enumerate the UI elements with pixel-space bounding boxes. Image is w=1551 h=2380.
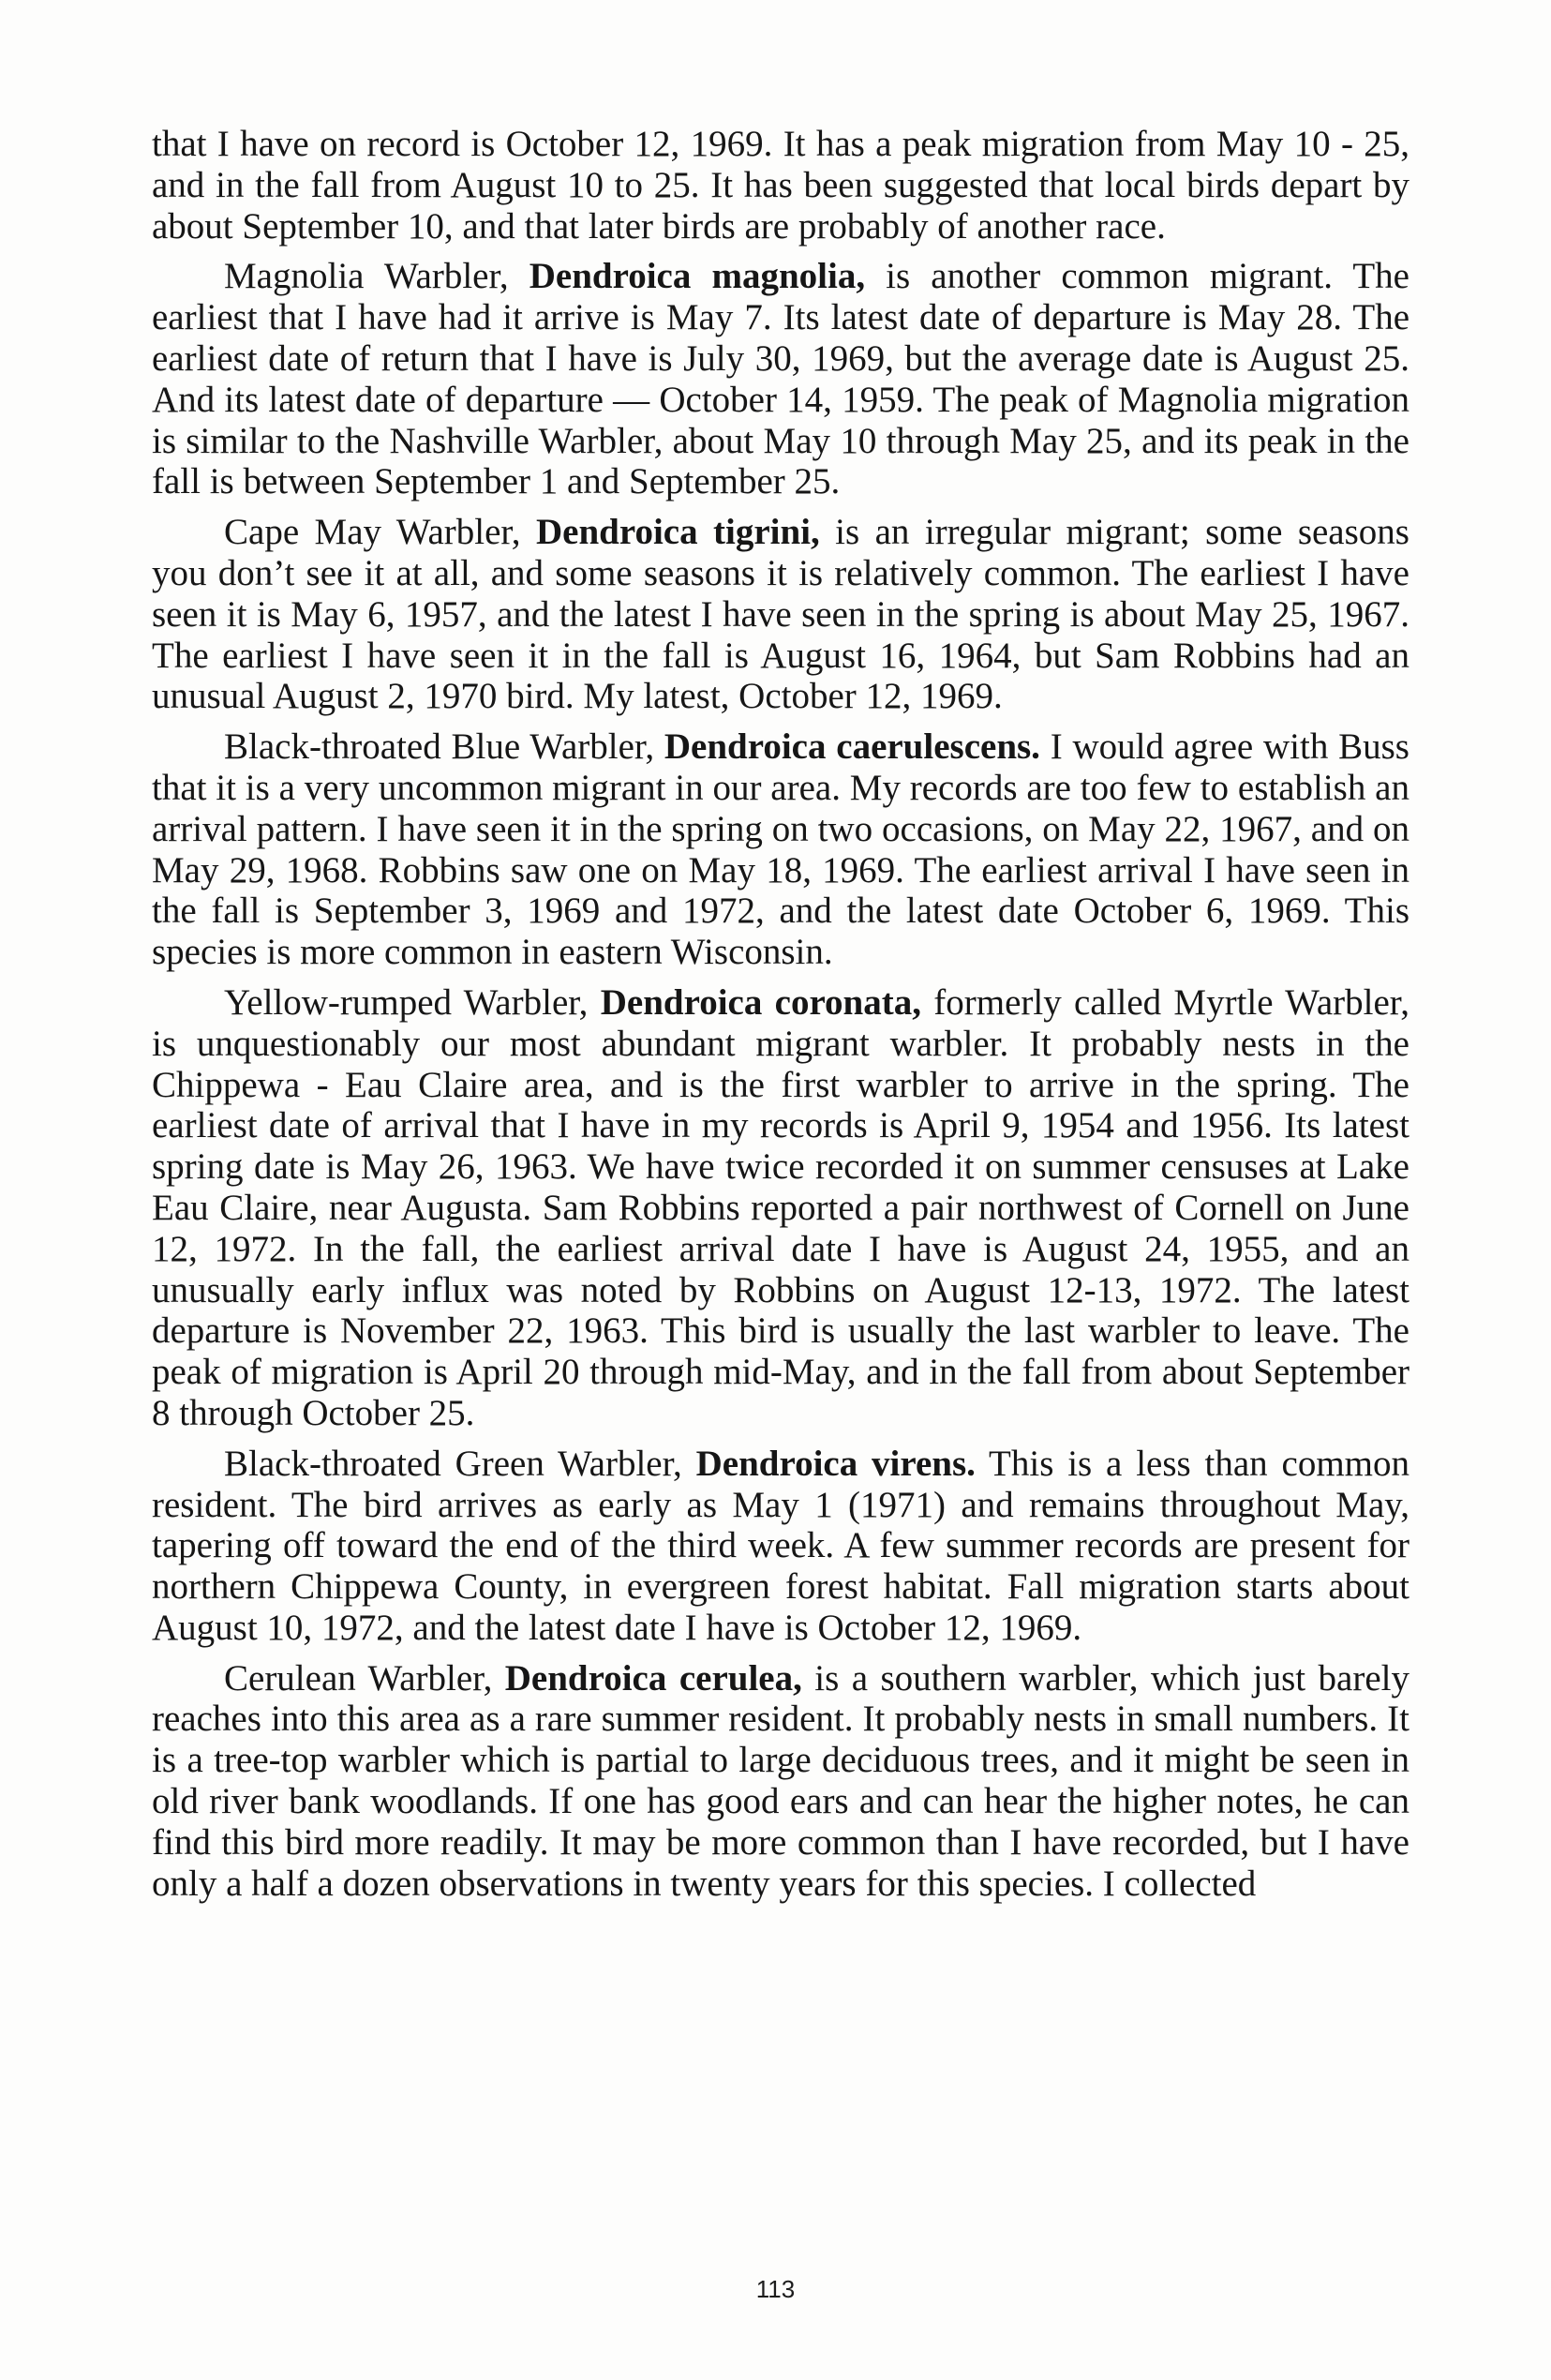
common-name-text: Black-throated Green Warbler, [224,1443,696,1484]
paragraph-text: that I have on record is October 12, 1969. It has a peak migration from May 10 - 25, and in the fall from August 10 to 25. It has been suggested that local birds depart by about September 10, and that later birds are probably of another race. [152,124,1409,247]
paragraph-black-throated-green-warbler [152,1444,1409,1649]
paragraph-text: is a southern warbler, which just barely reaches into this area as a rare summer resident. It probably nests in small numbers. It is a tree-top warbler which is partial to large deciduous trees, and it might be seen in old river bank woodlands. If one has good ears and can hear the higher notes, he can find this bird more readily. It may be more common than I have recorded, but I have only a half a dozen observations in twenty years for this species. I collected [152,1657,1409,1904]
scientific-name: Dendroica cerulea, [504,1657,802,1699]
paragraph-nashville-continued [152,124,1409,247]
common-name-text: Cape May Warbler, [224,512,536,553]
scientific-name: Dendroica caerulescens. [664,726,1040,768]
scientific-name: Dendroica magnolia, [529,256,866,297]
paragraph-yellow-rumped-warbler [152,982,1409,1434]
common-name-text: Cerulean Warbler, [224,1657,505,1699]
scientific-name: Dendroica tigrini, [535,512,820,553]
paragraph-text: is another common migrant. The earliest that I have had it arrive is May 7. Its latest date of departure is May 28. The earliest date of return that I have is July 30, 1969, but the average date is August 25. And its latest date of departure — October 14, 1959. The peak of Magnolia migration is similar to the Nashville Warbler, about May 10 through May 25, and its peak in the fall is between September 1 and September 25. [152,256,1409,502]
common-name-text: Yellow-rumped Warbler, [224,981,601,1023]
paragraph-cape-may-warbler [152,512,1409,717]
paragraph-text: This is a less than common resident. The bird arrives as early as May 1 (1971) and remains throughout May, tapering off toward the end of the third week. A few summer records are present for northern Chippewa County, in evergreen forest habitat. Fall migration starts about August 10, 1972, and the latest date I have is October 12, 1969. [152,1443,1409,1648]
paragraph-text: formerly called Myrtle Warbler, is unquestionably our most abundant migrant warbler. It probably nests in the Chippewa - Eau Claire area, and is the first warbler to arrive in the spring. The earliest date of arrival that I have in my records is April 9, 1954 and 1956. Its latest spring date is May 26, 1963. We have twice recorded it on summer censuses at Lake Eau Claire, near Augusta. Sam Robbins reported a pair northwest of Cornell on June 12, 1972. In the fall, the earliest arrival date I have is August 24, 1955, and an unusually early influx was noted by Robbins on August 12-13, 1972. The latest departure is November 22, 1963. This bird is usually the last warbler to leave. The peak of migration is April 20 through mid-May, and in the fall from about September 8 through October 25. [152,981,1409,1433]
paragraph-cerulean-warbler [152,1658,1409,1905]
paragraph-text: is an irregular migrant; some seasons you don’t see it at all, and some seasons it is relatively common. The earliest I have seen it is May 6, 1957, and the latest I have seen in the spring is about May 25, 1967. The earliest I have seen it in the fall is August 16, 1964, but Sam Robbins had an unusual August 2, 1970 bird. My latest, October 12, 1969. [152,512,1409,717]
common-name-text: Magnolia Warbler, [224,256,529,297]
scientific-name: Dendroica virens. [695,1443,976,1484]
page-number: 113 [755,2275,796,2303]
scientific-name: Dendroica coronata, [600,981,921,1023]
common-name-text: Black-throated Blue Warbler, [224,726,664,768]
paragraph-magnolia-warbler [152,256,1409,502]
paragraph-black-throated-blue-warbler [152,726,1409,973]
body-text [152,124,1409,1904]
paragraph-text: I would agree with Buss that it is a very uncommon migrant in our area. My records are too few to establish an arrival pattern. I have seen it in the spring on two occasions, on May 22, 1967, and on May 29, 1968. Robbins saw one on May 18, 1969. The earliest arrival I have seen in the fall is September 3, 1969 and 1972, and the latest date October 6, 1969. This species is more common in eastern Wisconsin. [152,726,1409,973]
